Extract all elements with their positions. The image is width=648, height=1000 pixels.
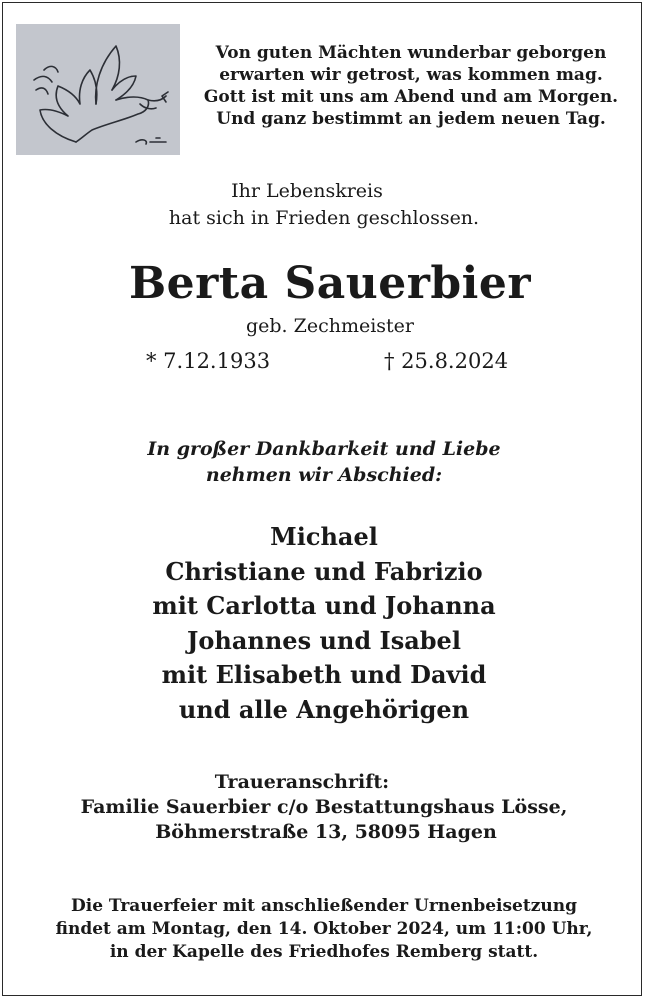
intro-line: hat sich in Frieden geschlossen. [168,207,480,229]
intro-text [0,178,648,232]
poem-line: Gott ist mit uns am Abend und am Morgen. [203,87,619,107]
ceremony-info [0,895,648,964]
mourning-address [0,770,648,845]
family-line: mit Carlotta und Johanna [152,591,496,620]
farewell-line: nehmen wir Abschied: [205,464,443,486]
family-line: mit Elisabeth und David [161,660,487,689]
ceremony-line: in der Kapelle des Friedhofes Remberg statt. [109,942,539,962]
poem-line: Von guten Mächten wunderbar geborgen [215,43,607,63]
family-line: Johannes und Isabel [187,625,461,655]
ceremony-line: findet am Montag, den 14. Oktober 2024, um 11:00 Uhr, [55,919,593,939]
poem [186,42,636,130]
family-line: Christiane und Fabrizio [165,556,483,586]
intro-line: Ihr Lebenskreis [231,180,383,202]
maiden-name: geb. Zechmeister [245,315,415,337]
poem-line: erwarten wir getrost, was kommen mag. [219,65,603,85]
family-line: und alle Angehörigen [178,694,470,724]
farewell-text [0,436,648,488]
death-date: † 25.8.2024 [384,349,509,373]
farewell-line: In großer Dankbarkeit und Liebe [147,438,501,460]
dove-image [16,24,180,155]
address-line: Böhmerstraße 13, 58095 Hagen [155,821,497,843]
birth-date: * 7.12.1933 [146,349,271,373]
address-heading: Traueranschrift: [214,771,390,793]
dove-icon [16,24,180,155]
poem-line: Und ganz bestimmt an jedem neuen Tag. [216,109,606,129]
family-line: Michael [270,522,378,551]
deceased-name: Berta Sauerbier [128,258,532,309]
ceremony-line: Die Trauerfeier mit anschließender Urnenbeisetzung [71,896,577,916]
family-list [0,520,648,727]
address-line: Familie Sauerbier c/o Bestattungshaus Lösse, [80,796,568,818]
